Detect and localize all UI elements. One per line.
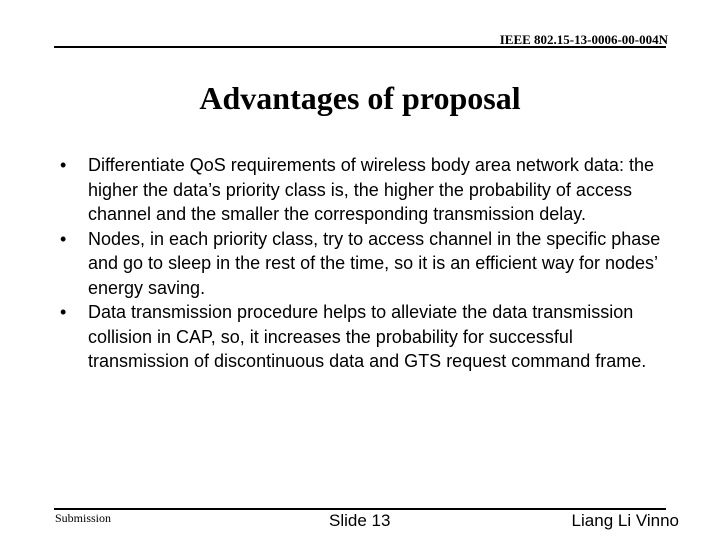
bullet-text: Differentiate QoS requirements of wireless body area network data: the higher the data’s priority class is, the higher the probability of access channel and the smaller the corresponding transmission delay. bbox=[88, 155, 654, 224]
header-divider bbox=[54, 46, 666, 48]
bullet-marker: • bbox=[60, 302, 67, 322]
bullet-item bbox=[60, 153, 670, 227]
bullet-marker: • bbox=[60, 228, 67, 249]
bullet-item bbox=[60, 300, 670, 374]
bullet-text: Data transmission procedure helps to alleviate the data transmission collision in CAP, so, it increases the probability for successful transmission of discontinuous data and GTS request command frame. bbox=[88, 302, 647, 371]
document-id: IEEE 802.15-13-0006-00-004N bbox=[499, 32, 668, 47]
bullet-list bbox=[60, 153, 670, 374]
bullet-item bbox=[60, 227, 670, 301]
slide-number: Slide 13 bbox=[329, 511, 391, 530]
footer-submission: Submission bbox=[55, 511, 112, 525]
footer-divider bbox=[54, 508, 666, 510]
footer-author: Liang Li Vinno bbox=[571, 511, 679, 530]
bullet-marker: • bbox=[60, 155, 67, 175]
bullet-text: Nodes, in each priority class, try to access channel in the specific phase and go to sleep in the rest of the time, so it is an efficient way for nodes’ energy saving. bbox=[88, 228, 661, 298]
slide-title: Advantages of proposal bbox=[199, 80, 521, 116]
